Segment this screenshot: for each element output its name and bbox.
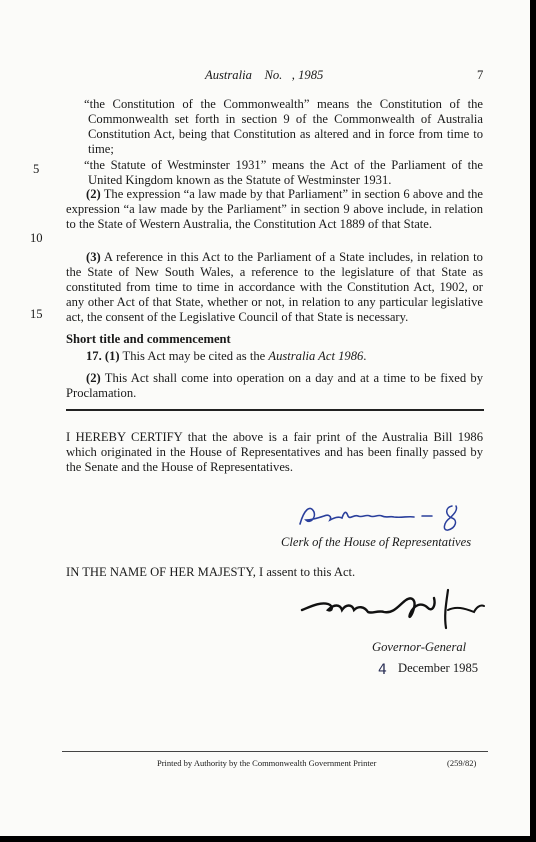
clerk-signature — [292, 498, 472, 534]
line-number-5: 5 — [33, 162, 40, 176]
header-title: Australia — [205, 68, 252, 82]
footer-code: (259/82) — [447, 758, 477, 768]
clerk-title: Clerk of the House of Representatives — [281, 535, 472, 549]
governor-general-signature — [298, 586, 488, 634]
section-17-sub2: (2) This Act shall come into operation on a day and at a time to be fixed by Proclamation. — [66, 371, 484, 400]
line-number-10: 10 — [30, 231, 43, 245]
page-number: 7 — [477, 68, 484, 82]
section-17-sub1: 17. (1) This Act may be cited as the Australia Act 1986. — [86, 349, 367, 363]
governor-general-title: Governor-General — [372, 640, 467, 654]
subsection-3-text: A reference in this Act to the Parliament of a State includes, in relation to the State of New South Wales, a reference to the legislature of that State as constituted from time to time in accordance with the Constitution Act, 1902, or any other Act of that State, whether or not, in relation to any particular legislative act, the consent of the Legislative Council of that State is necessary. — [66, 250, 483, 324]
line-number-15: 15 — [30, 307, 43, 321]
footer-rule — [62, 751, 488, 752]
subsection-3 — [66, 250, 483, 325]
subsection-2 — [66, 187, 483, 232]
subsection-2-text: The expression “a law made by that Parliament” in section 6 above and the expression “a law made by the Parliament” in section 9 above include, in relation to the State of Western Australia, the Constitution Act 1889 of that State. — [66, 187, 484, 231]
definition-statute-westminster: “the Statute of Westminster 1931” means the Act of the Parliament of the United Kingdom known as the Statute of Westminster 1931. — [84, 158, 483, 187]
certificate-text: I HEREBY CERTIFY that the above is a fair print of the Australia Bill 1986 which originated in the House of Representatives and has been finally passed by the Senate and the House of Representatives. — [66, 430, 483, 474]
header-no: No. — [264, 68, 283, 82]
definition-constitution: “the Constitution of the Commonwealth” means the Constitution of the Commonwealth set forth in section 9 of the Commonwealth of Australia Constitution Act, being that Constitution as altered and in force from time to time; — [84, 97, 483, 156]
header-year: , 1985 — [291, 68, 324, 82]
subsection-2-label: (2) — [86, 187, 101, 201]
footer-printer: Printed by Authority by the Commonwealth Government Printer — [157, 758, 377, 768]
assent-date-month-year: December 1985 — [398, 661, 479, 675]
assent-text: IN THE NAME OF HER MAJESTY, I assent to this Act. — [66, 565, 356, 579]
section-17-heading: Short title and commencement — [66, 332, 231, 346]
assent-date-day: 4 — [378, 662, 387, 678]
subsection-3-label: (3) — [86, 250, 101, 264]
running-header — [205, 68, 323, 83]
section-divider — [66, 409, 484, 411]
